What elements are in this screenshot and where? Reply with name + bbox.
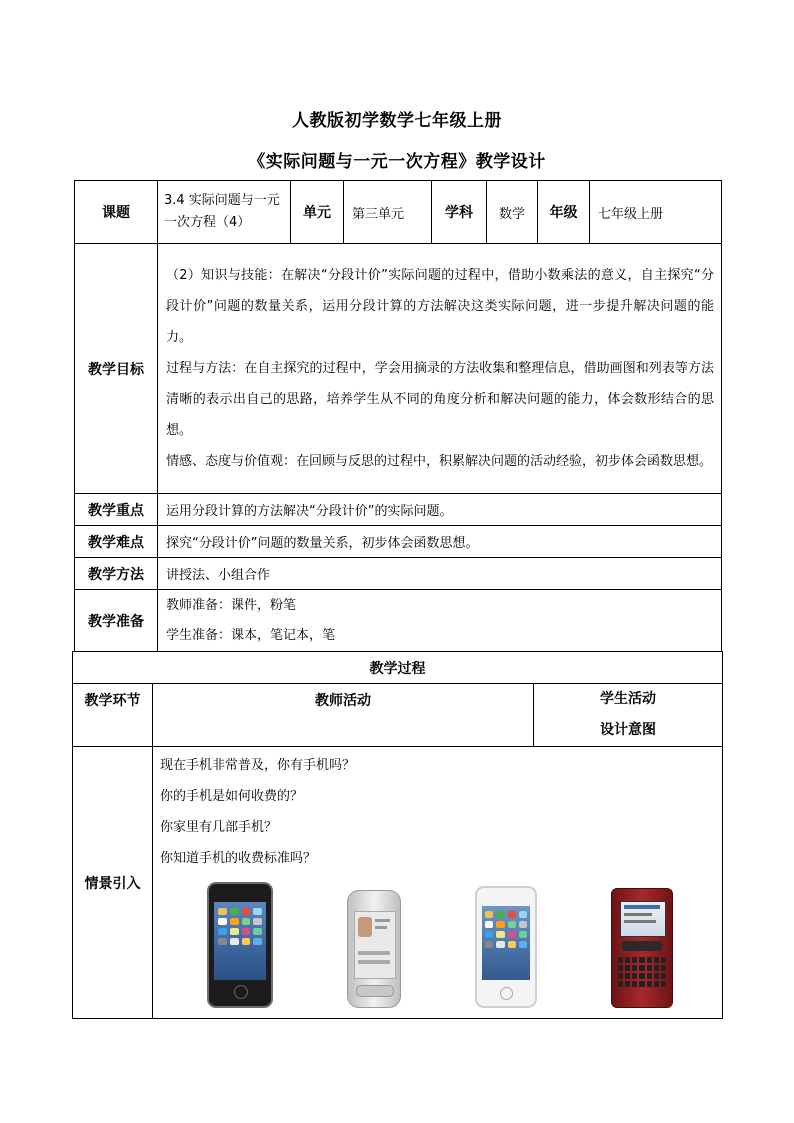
method-label: 教学方法 bbox=[75, 558, 158, 590]
question-3: 你家里有几部手机？ bbox=[160, 820, 278, 835]
goal-attitude: 情感、态度与价值观：在回顾与反思的过程中，积累解决问题的活动经验，初步体会函数思想。 bbox=[166, 454, 713, 469]
question-1: 现在手机非常普及，你有手机吗？ bbox=[160, 758, 356, 773]
grade-value: 七年级上册 bbox=[590, 181, 722, 244]
method-value: 讲授法、小组合作 bbox=[158, 558, 722, 590]
phone-gallery bbox=[160, 874, 716, 1018]
unit-label: 单元 bbox=[291, 181, 344, 244]
teacher-column-header: 教师活动 bbox=[153, 684, 534, 747]
grade-label: 年级 bbox=[538, 181, 590, 244]
question-2: 你的手机是如何收费的？ bbox=[160, 789, 304, 804]
unit-value: 第三单元 bbox=[344, 181, 432, 244]
stage-intro-label: 情景引入 bbox=[73, 747, 153, 1019]
goals-label: 教学目标 bbox=[75, 244, 158, 494]
black-smartphone-icon bbox=[207, 882, 273, 1008]
prep-value bbox=[158, 590, 722, 652]
document-subtitle: 《实际问题与一元一次方程》教学设计 bbox=[248, 152, 546, 172]
subject-label: 学科 bbox=[432, 181, 487, 244]
goal-knowledge: （2）知识与技能：在解决“分段计价”实际问题的过程中，借助小数乘法的意义，自主探究“分段计价”问题的数量关系，运用分段计算的方法解决这类实际问题，进一步提升解决问题的能力。 bbox=[166, 268, 714, 345]
document-title: 人教版初学数学七年级上册 bbox=[292, 111, 502, 131]
silver-touch-phone-icon bbox=[347, 890, 401, 1008]
stage-column-header: 教学环节 bbox=[73, 684, 153, 747]
red-qwerty-phone-icon bbox=[611, 888, 673, 1008]
white-smartphone-icon bbox=[475, 886, 537, 1008]
question-4: 你知道手机的收费标准吗？ bbox=[160, 851, 317, 866]
prep-teacher: 教师准备：课件，粉笔 bbox=[166, 597, 297, 613]
student-activity-label: 学生活动 bbox=[600, 691, 656, 707]
subject-value: 数学 bbox=[487, 181, 538, 244]
lesson-info-table bbox=[74, 180, 722, 652]
prep-student: 学生准备：课本，笔记本，笔 bbox=[166, 627, 336, 643]
prep-label: 教学准备 bbox=[75, 590, 158, 652]
goals-text bbox=[158, 244, 722, 494]
goal-process: 过程与方法：在自主探究的过程中，学会用摘录的方法收集和整理信息，借助画图和列表等方法清晰的表示出自己的思路，培养学生从不同的角度分析和解决问题的能力，体会数形结合的思想。 bbox=[166, 361, 714, 438]
student-column-header bbox=[534, 684, 723, 747]
topic-value: 3.4 实际问题与一元一次方程（4） bbox=[158, 181, 291, 244]
design-intent-label: 设计意图 bbox=[600, 722, 656, 738]
focus-label: 教学重点 bbox=[75, 494, 158, 526]
teaching-process-table bbox=[72, 651, 723, 1019]
topic-label: 课题 bbox=[75, 181, 158, 244]
difficulty-value: 探究“分段计价”问题的数量关系，初步体会函数思想。 bbox=[158, 526, 722, 558]
focus-value: 运用分段计算的方法解决“分段计价”的实际问题。 bbox=[158, 494, 722, 526]
process-title: 教学过程 bbox=[73, 652, 723, 684]
intro-content bbox=[153, 747, 723, 1019]
difficulty-label: 教学难点 bbox=[75, 526, 158, 558]
